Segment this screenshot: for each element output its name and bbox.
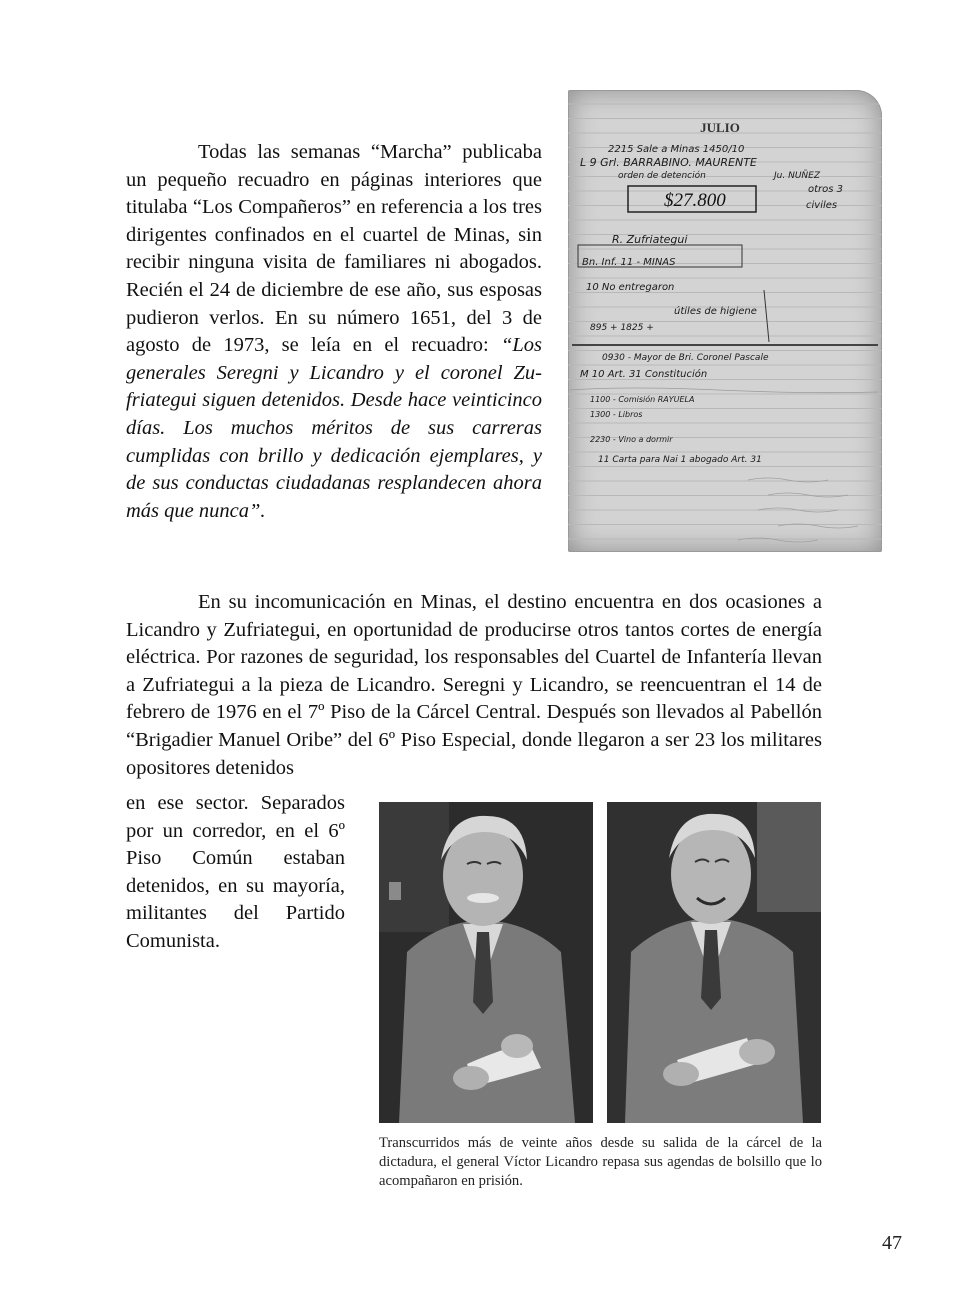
note-line-13: M 10 Art. 31 Constitución <box>580 369 708 380</box>
notebook-page-image <box>568 90 882 552</box>
body-paragraph-1 <box>126 139 542 525</box>
photo-left-drawing <box>379 802 593 1123</box>
licandro-photo-left <box>379 802 593 1123</box>
note-line-16: 2230 - Vino a dormir <box>590 435 673 444</box>
body-paragraph-2: En su incomunicación en Minas, el destino encuentra en dos ocasiones a Licandro y Zufriategui, en oportunidad de producirse otros tantos cortes de energía eléctrica. Por razones de seguridad, los responsables del Cuartel de Infantería llevan a Zufriategui a la pieza de Licandro. Seregni y Licandro, se reencuentran el 14 de febrero de 1976 en el 7º Piso de la Cárcel Central. Después son llevados al Pabellón “Brigadier Manuel Oribe” del 6º Piso Especial, donde llegaron a ser 23 los militares opositores detenidos <box>126 591 822 779</box>
note-line-11: 895 + 1825 + <box>590 323 654 333</box>
note-line-5: otros 3 <box>808 184 844 195</box>
note-line-17: 11 Carta para Nai 1 abogado Art. 31 <box>598 455 762 465</box>
notebook-header: JULIO <box>700 120 740 135</box>
body-paragraph-3: en ese sector. Separados por un corredor, en el 6º Piso Común estaban detenidos, en su mayoría, militantes del Partido Comunista. <box>126 792 345 952</box>
note-line-1: 2215 Sale a Minas 1450/10 <box>608 144 745 155</box>
note-line-9: 10 No entregaron <box>586 282 675 293</box>
notebook-amount: $27.800 <box>664 190 726 211</box>
photo-caption: Transcurridos más de veinte años desde su salida de la cárcel de la dictadura, el general Víctor Licandro repasa sus agendas de bolsillo que lo acompañaron en prisión. <box>379 1135 822 1189</box>
quoted-text: “Los generales Seregni y Licandro y el coronel Zufriategui siguen detenidos. Desde hace veinticinco días. Los muchos méritos de sus carreras cumplidas con brillo y dedicación ejemplares, y de sus conductas ciudadanas resplandecen ahora más que nunca”. <box>126 334 542 522</box>
note-line-4: Ju. NUÑEZ <box>774 171 820 181</box>
photo-right-drawing <box>607 802 821 1123</box>
note-line-6: civiles <box>806 200 838 211</box>
licandro-photo-right <box>607 802 821 1123</box>
note-line-14: 1100 - Comisión RAYUELA <box>590 395 695 404</box>
page-number: 47 <box>882 1232 902 1254</box>
notebook-drawing <box>568 90 882 552</box>
note-line-15: 1300 - Libros <box>590 410 643 419</box>
note-line-8: Bn. Inf. 11 - MINAS <box>582 257 676 268</box>
note-line-7: R. Zufriategui <box>612 233 688 246</box>
note-line-3: orden de detención <box>618 171 706 181</box>
note-line-2: L 9 Grl. BARRABINO. MAURENTE <box>580 156 757 169</box>
note-line-12: 0930 - Mayor de Bri. Coronel Pascale <box>602 353 769 363</box>
paragraph-text: Todas las semanas “Marcha” publicaba un pequeño recuadro en páginas interiores que titulaba “Los Compañeros” en referencia a los tres dirigentes confinados en el cuartel de Minas, sin recibir ninguna visita de familiares ni abogados. Recién el 24 de diciembre de ese año, sus esposas pudieron verlos. En su número 1651, del 3 de agosto de 1973, se leía en el recuadro: <box>126 141 542 357</box>
note-line-10: útiles de higiene <box>674 306 757 317</box>
